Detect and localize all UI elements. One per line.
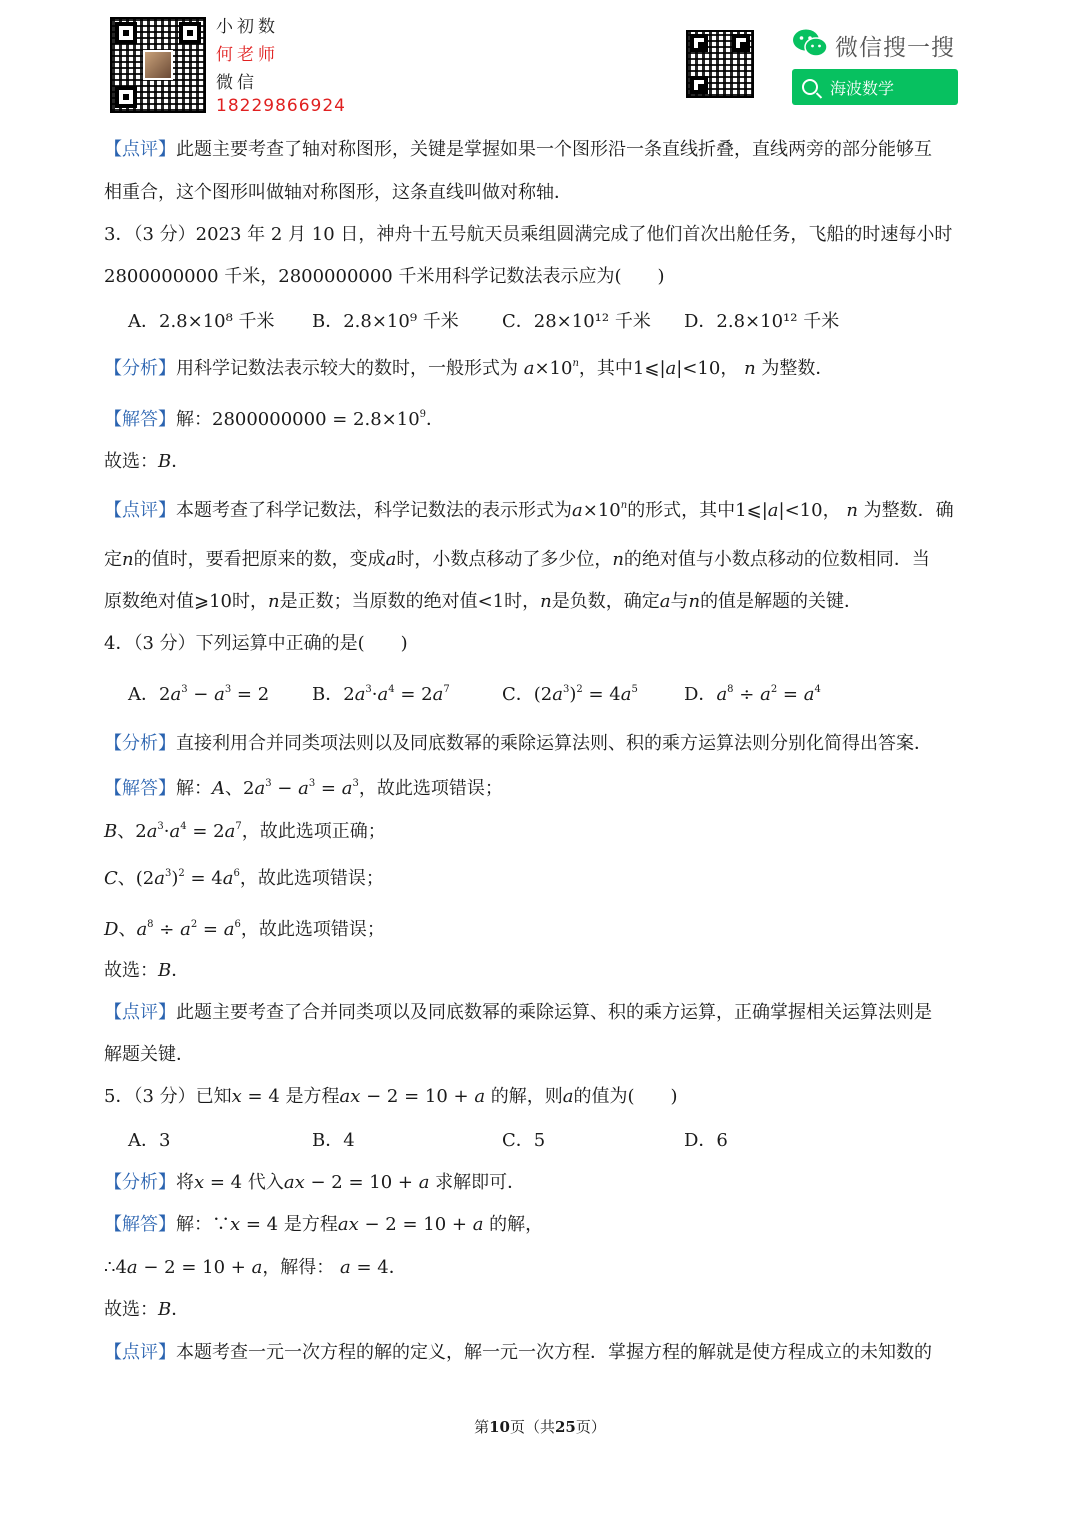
analysis-line: 【分析】直接利用合并同类项法则以及同底数幂的乘除运算法则、积的乘方运算法则分别化简得出答案． [104,733,932,754]
answer-line: D、$a^8 \div a^2 = a^6$，故此选项错误； [104,919,385,940]
option-b: B．2.8×10⁹ 千米 [312,311,459,332]
analysis-line: 【分析】将x = 4 代入ax − 2 = 10 + a 求解即可． [104,1172,526,1193]
option-a: A．2.8×10⁸ 千米 [128,311,275,332]
option-b: B．$2a^3\cdot a^4 = 2a^7$ [312,684,450,705]
comment-tag: 【点评】 [104,500,176,521]
comment-tag: 【点评】 [104,1342,176,1363]
option-a: A．$2a^3 - a^3 = 2$ [128,684,270,705]
contact-phone: 18229866924 [216,96,346,116]
text-line: 相重合，这个图形叫做轴对称图形，这条直线叫做对称轴． [104,182,572,203]
question-3-cont: 2800000000 千米，2800000000 千米用科学记数法表示应为( ) [104,266,665,287]
analysis-tag: 【分析】 [104,1172,176,1193]
qr-code-icon [110,17,206,113]
question-3: 3．（3 分）2023 年 2 月 10 日，神舟十五号航天员乘组圆满完成了他们首次出舱任务，飞船的时速每小时 [104,224,953,245]
answer-tag: 【解答】 [104,409,176,430]
choice-line: 故选：B． [104,451,190,472]
avatar [143,50,173,80]
option-c: C．$(2a^3)^2 = 4a^5$ [502,684,638,705]
comment-line: 原数绝对值⩾10时，n是正数；当原数的绝对值<1时，n是负数，确定a与n的值是解题的关键． [104,591,863,612]
page-footer: 第10页（共25页） [474,1418,606,1436]
answer-line: C、$(2a^3)^2 = 4a^6$，故此选项错误； [104,868,384,889]
comment-line: 定n的值时，要看把原来的数，变成a时，小数点移动了多少位，n的绝对值与小数点移动的位数相同．当 [104,549,930,570]
option-d: D．$a^8 \div a^2 = a^4$ [684,684,821,705]
wechat-search-title: 微信搜一搜 [835,35,955,61]
contact-line-2: 何老师 [216,45,279,65]
comment-line: 解题关键． [104,1044,194,1065]
answer-line: 【解答】解：A、$2a^3 - a^3 = a^3$，故此选项错误； [104,778,503,799]
answer-tag: 【解答】 [104,1214,176,1235]
contact-line-3: 微信 [216,73,258,93]
option-a: A．3 [128,1130,171,1151]
comment-line: 【点评】本题考查一元一次方程的解的定义，解一元一次方程．掌握方程的解就是使方程成立的未知数的 [104,1342,932,1363]
comment-tag: 【点评】 [104,1002,176,1023]
answer-line: 【解答】解：$2800000000 = 2.8\times 10^9$． [104,409,445,430]
question-5: 5．（3 分）已知x = 4 是方程ax − 2 = 10 + a 的解，则a的值为( ) [104,1086,678,1107]
answer-line: ∴4a − 2 = 10 + a，解得： a = 4． [104,1257,407,1278]
choice-line: 故选：B． [104,1299,190,1320]
analysis-tag: 【分析】 [104,733,176,754]
option-b: B．4 [312,1130,355,1151]
comment-line: 【点评】本题考查了科学记数法，科学记数法的表示形式为$a\times 10^n$的形式，其中1⩽|a|<10， n 为整数．确 [104,500,954,521]
option-c: C．28×10¹² 千米 [502,311,651,332]
option-d: D．2.8×10¹² 千米 [684,311,840,332]
qr-code-icon[interactable] [686,30,754,98]
contact-info [216,12,346,116]
comment-tag: 【点评】 [104,139,176,160]
wechat-icon [792,28,828,58]
search-icon [802,79,818,95]
search-button[interactable] [792,69,958,105]
text-line: 【点评】此题主要考查了轴对称图形，关键是掌握如果一个图形沿一条直线折叠，直线两旁的部分能够互 [104,139,932,160]
analysis-line: 【分析】用科学记数法表示较大的数时，一般形式为 $a\times 10^n$，其中1⩽|a|<10， n 为整数． [104,358,834,379]
search-label: 海波数学 [830,78,895,98]
comment-line: 【点评】此题主要考查了合并同类项以及同底数幂的乘除运算、积的乘方运算，正确掌握相关运算法则是 [104,1002,932,1023]
answer-line: 【解答】解：∵x = 4 是方程ax − 2 = 10 + a 的解， [104,1214,544,1235]
option-d: D．6 [684,1130,728,1151]
option-c: C．5 [502,1130,546,1151]
answer-tag: 【解答】 [104,778,176,799]
answer-line: B、$2a^3\cdot a^4 = 2a^7$，故此选项正确； [104,821,386,842]
contact-line-1: 小初数 [216,17,279,37]
choice-line: 故选：B． [104,960,190,981]
question-4: 4．（3 分）下列运算中正确的是( ) [104,633,408,654]
analysis-tag: 【分析】 [104,358,176,379]
